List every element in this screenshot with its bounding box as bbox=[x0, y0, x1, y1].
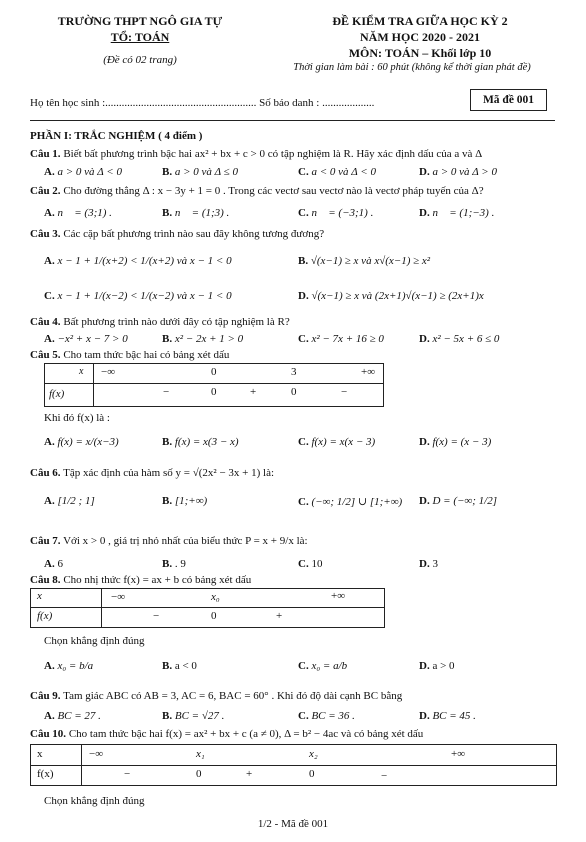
part1-title: PHẦN I: TRẮC NGHIỆM ( 4 điểm ) bbox=[30, 130, 203, 142]
q3-a-text: x − 1 + 1/(x+2) < 1/(x+2) và x − 1 < 0 bbox=[57, 255, 232, 267]
q8-number: Câu 8. bbox=[30, 574, 61, 586]
q5-stem bbox=[30, 349, 229, 361]
q8-option-a: A. x₀ = b/a bbox=[44, 660, 94, 672]
q7-option-d: D. 3 bbox=[419, 558, 438, 570]
q5-table-hline bbox=[45, 383, 383, 384]
q10-r2-c1: − bbox=[124, 768, 131, 780]
q2-d-text: n⃗ = (1;−3) . bbox=[432, 207, 495, 219]
q9-number: Câu 9. bbox=[30, 690, 61, 702]
subject: MÔN: TOÁN – Khối lớp 10 bbox=[348, 46, 492, 60]
q8-r1-c3: +∞ bbox=[331, 590, 346, 602]
q5-r1-c3: 3 bbox=[291, 366, 297, 378]
q2-b-text: n⃗ = (1;3) . bbox=[174, 207, 230, 219]
q6-option-d: D. D = (−∞; 1/2] bbox=[419, 495, 497, 507]
q1-b-text: a > 0 và Δ ≤ 0 bbox=[174, 166, 238, 178]
q7-option-a: A. 6 bbox=[44, 558, 63, 570]
q7-d-text: 3 bbox=[432, 558, 438, 570]
q5-r2-c5: − bbox=[341, 386, 348, 398]
q8-a-text: x₀ = b/a bbox=[57, 660, 94, 672]
department bbox=[40, 30, 240, 45]
q8-after: Chọn khẳng định đúng bbox=[44, 635, 145, 647]
q8-c-text: x₀ = a/b bbox=[311, 660, 348, 672]
q1-option-b: B. a > 0 và Δ ≤ 0 bbox=[162, 166, 238, 178]
q3-option-d: D. √(x−1) ≥ x và (2x+1)√(x−1) ≥ (2x+1)x bbox=[298, 290, 484, 302]
q7-c-text: 10 bbox=[311, 558, 323, 570]
q6-b-text: [1;+∞) bbox=[174, 495, 208, 507]
q2-option-a: A. n⃗ = (3;1) . bbox=[44, 207, 112, 219]
q7-text: Với x > 0 , giá trị nhỏ nhất của biểu thức P = x + 9/x là: bbox=[60, 535, 308, 547]
q3-b-text: √(x−1) ≥ x và x√(x−1) ≥ x² bbox=[310, 255, 431, 267]
q5-c-text: f(x) = x(x − 3) bbox=[311, 436, 376, 448]
q9-c-text: BC = 36 . bbox=[311, 710, 355, 722]
q6-text: Tập xác định của hàm số y = √(2x² − 3x + 1) là: bbox=[60, 467, 275, 479]
q10-r1-c4: +∞ bbox=[451, 748, 466, 760]
q2-c-text: n⃗ = (−3;1) . bbox=[311, 207, 374, 219]
q1-stem bbox=[30, 148, 482, 160]
q1-option-c: C. a < 0 và Δ < 0 bbox=[298, 166, 376, 178]
q5-option-d: D. f(x) = (x − 3) bbox=[419, 436, 492, 448]
q9-option-a: A. BC = 27 . bbox=[44, 710, 101, 722]
q8-text: Cho nhị thức f(x) = ax + b có bảng xét dấu bbox=[60, 574, 252, 586]
q8-r1-c2: x₀ bbox=[211, 591, 220, 603]
q10-r1-c1: −∞ bbox=[89, 748, 104, 760]
q8-option-c: C. x₀ = a/b bbox=[298, 660, 348, 672]
q1-d-text: a > 0 và Δ > 0 bbox=[432, 166, 497, 178]
q2-option-c: C. n⃗ = (−3;1) . bbox=[298, 207, 374, 219]
q1-c-text: a < 0 và Δ < 0 bbox=[311, 166, 376, 178]
q1-number: Câu 1. bbox=[30, 148, 61, 160]
q9-stem bbox=[30, 690, 402, 702]
exam-code-box: Mã đề 001 bbox=[470, 89, 547, 111]
q7-b-text: . 9 bbox=[174, 558, 186, 570]
q3-stem bbox=[30, 228, 324, 240]
q7-option-c: C. 10 bbox=[298, 558, 323, 570]
q2-number: Câu 2. bbox=[30, 185, 61, 197]
q5-table-vline bbox=[93, 364, 94, 406]
q4-b-text: x² − 2x + 1 > 0 bbox=[174, 333, 244, 345]
department-text: TỔ: TOÁN bbox=[110, 30, 170, 44]
q10-r1-c0: x bbox=[37, 748, 43, 760]
q5-option-b: B. f(x) = x(3 − x) bbox=[162, 436, 239, 448]
q9-b-text: BC = √27 . bbox=[174, 710, 225, 722]
q9-option-b: B. BC = √27 . bbox=[162, 710, 225, 722]
q9-a-text: BC = 27 . bbox=[57, 710, 101, 722]
q1-option-d: D. a > 0 và Δ > 0 bbox=[419, 166, 497, 178]
school-year: NĂM HỌC 2020 - 2021 bbox=[360, 30, 480, 44]
q3-option-b: B. √(x−1) ≥ x và x√(x−1) ≥ x² bbox=[298, 255, 431, 267]
q6-a-text: [1/2 ; 1] bbox=[57, 495, 95, 507]
q6-option-b: B. [1;+∞) bbox=[162, 495, 208, 507]
q8-d-text: a > 0 bbox=[432, 660, 455, 672]
q10-text: Cho tam thức bậc hai f(x) = ax² + bx + c (a ≠ 0), Δ = b² − 4ac và có bảng xét dấu bbox=[66, 728, 424, 740]
q6-stem bbox=[30, 467, 274, 479]
q5-r2-c3: + bbox=[250, 386, 257, 398]
q8-table-hline bbox=[31, 607, 384, 608]
q5-option-c: C. f(x) = x(x − 3) bbox=[298, 436, 376, 448]
q5-r1-c4: +∞ bbox=[361, 366, 376, 378]
q7-a-text: 6 bbox=[57, 558, 63, 570]
student-info-line: Họ tên học sinh :....................................................... Số báo danh : ................... bbox=[30, 97, 375, 109]
q5-number: Câu 5. bbox=[30, 349, 61, 361]
q5-r1-c0: x bbox=[79, 366, 84, 377]
q2-option-b: B. n⃗ = (1;3) . bbox=[162, 207, 230, 219]
q5-d-text: f(x) = (x − 3) bbox=[432, 436, 492, 448]
q6-d-text: D = (−∞; 1/2] bbox=[432, 495, 497, 507]
q8-table-vline bbox=[101, 589, 102, 627]
q4-option-c: C. x² − 7x + 16 ≥ 0 bbox=[298, 333, 384, 345]
q4-c-text: x² − 7x + 16 ≥ 0 bbox=[311, 333, 384, 345]
q10-sign-table bbox=[30, 744, 557, 786]
q5-r1-c2: 0 bbox=[211, 366, 217, 378]
time-note: Thời gian làm bài : 60 phút (không kể thời gian phát đề) bbox=[293, 62, 531, 73]
q10-r2-c3: + bbox=[246, 768, 253, 780]
q1-a-text: a > 0 và Δ < 0 bbox=[57, 166, 122, 178]
q5-r2-c4: 0 bbox=[291, 386, 297, 398]
q8-option-d: D. a > 0 bbox=[419, 660, 455, 672]
q10-r2-c5: − bbox=[381, 770, 388, 782]
q8-b-text: a < 0 bbox=[174, 660, 197, 672]
q3-c-text: x − 1 + 1/(x−2) < 1/(x−2) và x − 1 < 0 bbox=[57, 290, 232, 302]
q1-text: Biết bất phương trình bậc hai ax² + bx + c > 0 có tập nghiệm là R. Hãy xác định dấu của a và Δ bbox=[60, 148, 483, 160]
q8-stem bbox=[30, 574, 251, 586]
q6-c-text: (−∞; 1/2] ∪ [1;+∞) bbox=[311, 496, 403, 508]
q10-r2-c4: 0 bbox=[309, 768, 315, 780]
q6-option-c: C. (−∞; 1/2] ∪ [1;+∞) bbox=[298, 496, 403, 508]
header-divider bbox=[30, 120, 555, 121]
q8-sign-table bbox=[30, 588, 385, 628]
q10-table-hline bbox=[31, 765, 556, 766]
q9-option-c: C. BC = 36 . bbox=[298, 710, 355, 722]
q2-option-d: D. n⃗ = (1;−3) . bbox=[419, 207, 495, 219]
q9-option-d: D. BC = 45 . bbox=[419, 710, 476, 722]
q4-option-a: A. −x² + x − 7 > 0 bbox=[44, 333, 128, 345]
q5-sign-table bbox=[44, 363, 384, 407]
pages-note: (Đề có 02 trang) bbox=[103, 54, 177, 66]
q5-r1-c1: −∞ bbox=[101, 366, 116, 378]
q9-text: Tam giác ABC có AB = 3, AC = 6, BAC = 60° . Khi đó độ dài cạnh BC bằng bbox=[60, 690, 403, 702]
q5-r2-c2: 0 bbox=[211, 386, 217, 398]
q10-r1-c3: x₂ bbox=[309, 748, 318, 760]
exam-title: ĐỀ KIỂM TRA GIỮA HỌC KỲ 2 bbox=[332, 14, 508, 28]
q8-r1-c1: −∞ bbox=[111, 591, 126, 603]
q8-r1-c0: x bbox=[37, 590, 42, 602]
q6-number: Câu 6. bbox=[30, 467, 61, 479]
q7-option-b: B. . 9 bbox=[162, 558, 186, 570]
page-footer: 1/2 - Mã đề 001 bbox=[257, 818, 329, 830]
q9-d-text: BC = 45 . bbox=[432, 710, 476, 722]
q10-r1-c2: x₁ bbox=[196, 748, 205, 760]
q5-after: Khi đó f(x) là : bbox=[44, 412, 110, 424]
q5-text: Cho tam thức bậc hai có bảng xét dấu bbox=[60, 349, 230, 361]
q4-option-b: B. x² − 2x + 1 > 0 bbox=[162, 333, 244, 345]
school-name: TRƯỜNG THPT NGÔ GIA TỰ bbox=[57, 14, 223, 28]
q4-number: Câu 4. bbox=[30, 316, 61, 328]
q1-option-a: A. a > 0 và Δ < 0 bbox=[44, 166, 122, 178]
q8-r2-c1: − bbox=[153, 610, 160, 622]
q10-number: Câu 10. bbox=[30, 728, 67, 740]
q8-r2-c3: + bbox=[276, 610, 283, 622]
q10-after: Chọn khẳng định đúng bbox=[44, 795, 145, 807]
q4-stem bbox=[30, 316, 290, 328]
q3-option-c: C. x − 1 + 1/(x−2) < 1/(x−2) và x − 1 < 0 bbox=[44, 290, 232, 302]
q3-text: Các cặp bất phương trình nào sau đây không tương đương? bbox=[60, 228, 325, 240]
q7-number: Câu 7. bbox=[30, 535, 61, 547]
q5-r2-c0: f(x) bbox=[49, 388, 65, 400]
q4-a-text: −x² + x − 7 > 0 bbox=[57, 333, 128, 345]
q2-text: Cho đường thẳng Δ : x − 3y + 1 = 0 . Trong các vectơ sau vectơ nào là vectơ pháp tuyến của Δ? bbox=[60, 185, 484, 197]
q5-r2-c1: − bbox=[163, 386, 170, 398]
q2-a-text: n⃗ = (3;1) . bbox=[57, 207, 112, 219]
q3-number: Câu 3. bbox=[30, 228, 61, 240]
q5-b-text: f(x) = x(3 − x) bbox=[174, 436, 239, 448]
q8-option-b: B. a < 0 bbox=[162, 660, 197, 672]
q6-option-a: A. [1/2 ; 1] bbox=[44, 495, 95, 507]
q4-d-text: x² − 5x + 6 ≤ 0 bbox=[432, 333, 500, 345]
q10-stem bbox=[30, 728, 423, 740]
q3-d-text: √(x−1) ≥ x và (2x+1)√(x−1) ≥ (2x+1)x bbox=[311, 290, 484, 302]
q5-option-a: A. f(x) = x/(x−3) bbox=[44, 436, 119, 448]
q4-option-d: D. x² − 5x + 6 ≤ 0 bbox=[419, 333, 500, 345]
q7-stem bbox=[30, 535, 308, 547]
q8-r2-c2: 0 bbox=[211, 610, 217, 622]
q8-r2-c0: f(x) bbox=[37, 610, 53, 622]
q3-option-a: A. x − 1 + 1/(x+2) < 1/(x+2) và x − 1 < 0 bbox=[44, 255, 232, 267]
q2-stem bbox=[30, 185, 484, 197]
q5-a-text: f(x) = x/(x−3) bbox=[57, 436, 119, 448]
q4-text: Bất phương trình nào dưới đây có tập nghiệm là R? bbox=[60, 316, 290, 328]
q10-r2-c0: f(x) bbox=[37, 768, 54, 780]
q10-r2-c2: 0 bbox=[196, 768, 202, 780]
